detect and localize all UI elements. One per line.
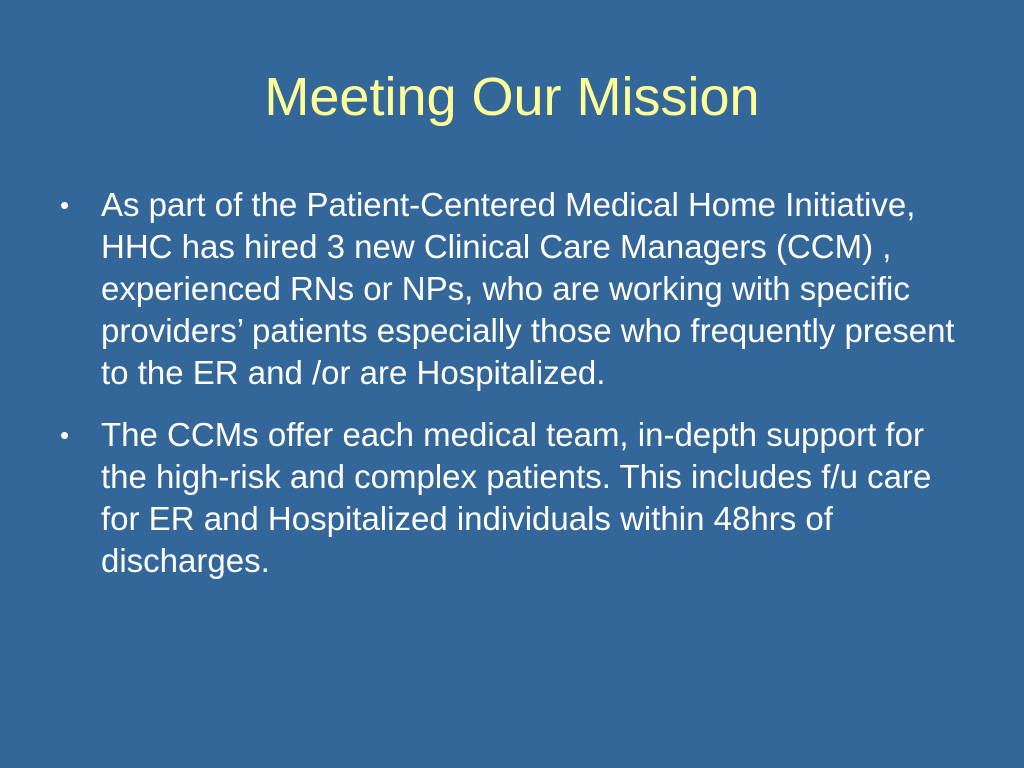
bullet-item-2: [56, 414, 976, 582]
bullet-text: The CCMs offer each medical team, in-depth support for the high-risk and complex patients. This includes f/u care for ER and Hospitalized individuals within 48hrs of discharges.: [101, 416, 932, 579]
slide-title: Meeting Our Mission: [264, 67, 760, 127]
bullet-marker: •: [60, 420, 70, 450]
bullet-text: As part of the Patient-Centered Medical Home Initiative, HHC has hired 3 new Clinical Care Managers (CCM) , experienced RNs or NPs, who are working with specific providers’ patients especially those who frequently present to the ER and /or are Hospitalized.: [101, 186, 955, 391]
bullet-marker: •: [60, 190, 70, 220]
bullet-list: [56, 184, 976, 602]
bullet-item-1: [56, 184, 976, 394]
